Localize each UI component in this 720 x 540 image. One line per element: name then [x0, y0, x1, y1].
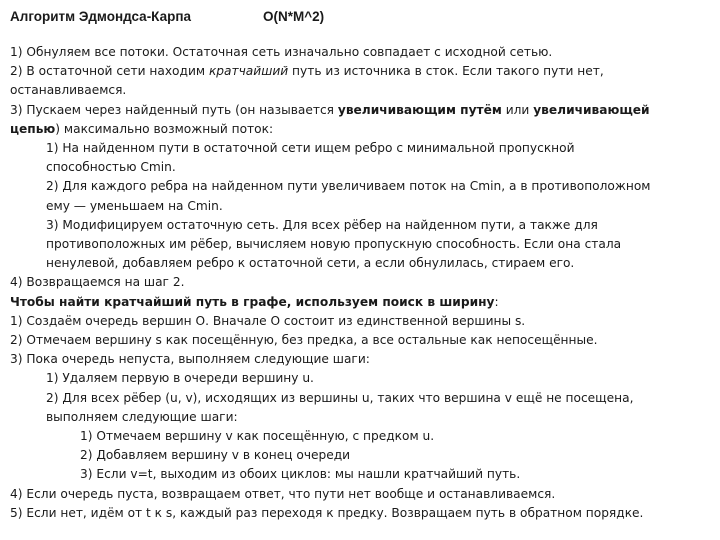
algorithm-text [10, 43, 710, 523]
text-line: 5) Если нет, идём от t к s, каждый раз переходя к предку. Возвращаем путь в обратном порядке. [10, 505, 644, 520]
text-line: останавливаемся. [10, 83, 127, 98]
text-line: 1) Обнуляем все потоки. Остаточная сеть изначально совпадает с исходной сетью. [10, 45, 553, 59]
text-line: 1) Отмечаем вершину v как посещённую, с предком u. [80, 429, 435, 444]
text-line: 1) Удаляем первую в очереди вершину u. [46, 371, 314, 386]
text-span: ) максимально возможный поток: [55, 121, 274, 136]
text-line: 3) Пока очередь непуста, выполняем следующие шаги: [10, 352, 370, 367]
text-span: : [494, 294, 499, 309]
italic-term: кратчайший [208, 64, 289, 79]
text-line: 2) Для каждого ребра на найденном пути увеличиваем поток на Cmin, а в противоположном [46, 179, 651, 194]
bold-term: цепью [10, 121, 56, 136]
bold-term: увеличивающей [533, 102, 650, 117]
text-line: ненулевой, добавляем ребро к остаточной сети, а если обнулилась, стираем его. [46, 256, 575, 271]
text-line: противоположных им рёбер, вычисляем новую пропускную способность. Если она стала [46, 237, 622, 252]
text-line: 4) Возвращаемся на шаг 2. [10, 275, 185, 290]
text-line: 4) Если очередь пуста, возвращаем ответ, что пути нет вообще и останавливаемся. [10, 486, 556, 501]
bold-term: увеличивающим путём [337, 102, 502, 117]
text-line: 3) Модифицируем остаточную сеть. Для всех рёбер на найденном пути, а также для [46, 217, 598, 232]
page-title: Алгоритм Эдмондса-Карпа [10, 9, 192, 24]
text-span: или [501, 102, 534, 117]
text-span: путь из источника в сток. Если такого пути нет, [288, 64, 604, 79]
text-line: 2) Добавляем вершину v в конец очереди [80, 448, 351, 463]
text-span: 3) Пускаем через найденный путь (он называется [10, 102, 338, 117]
text-line: выполняем следующие шаги: [46, 409, 238, 424]
text-line: способностью Cmin. [46, 160, 176, 175]
bold-heading: Чтобы найти кратчайший путь в графе, используем поиск в ширину [10, 294, 495, 309]
complexity-label: O(N*M^2) [263, 9, 325, 24]
text-line [10, 120, 710, 139]
text-line: 1) Создаём очередь вершин О. Вначале О состоит из единственной вершины s. [10, 313, 526, 328]
text-line: 2) Для всех рёбер (u, v), исходящих из вершины u, таких что вершина v ещё не посещена, [46, 390, 634, 405]
text-line [10, 293, 710, 312]
text-line [10, 62, 710, 81]
text-line: 3) Если v=t, выходим из обоих циклов: мы нашли кратчайший путь. [80, 467, 521, 482]
text-span: 2) В остаточной сети находим [10, 64, 209, 79]
text-line: 2) Отмечаем вершину s как посещённую, без предка, а все остальные как непосещённые. [10, 333, 598, 348]
text-line: 1) На найденном пути в остаточной сети ищем ребро с минимальной пропускной [46, 141, 575, 156]
text-line: ему — уменьшаем на Cmin. [46, 198, 223, 213]
text-line [10, 101, 710, 120]
